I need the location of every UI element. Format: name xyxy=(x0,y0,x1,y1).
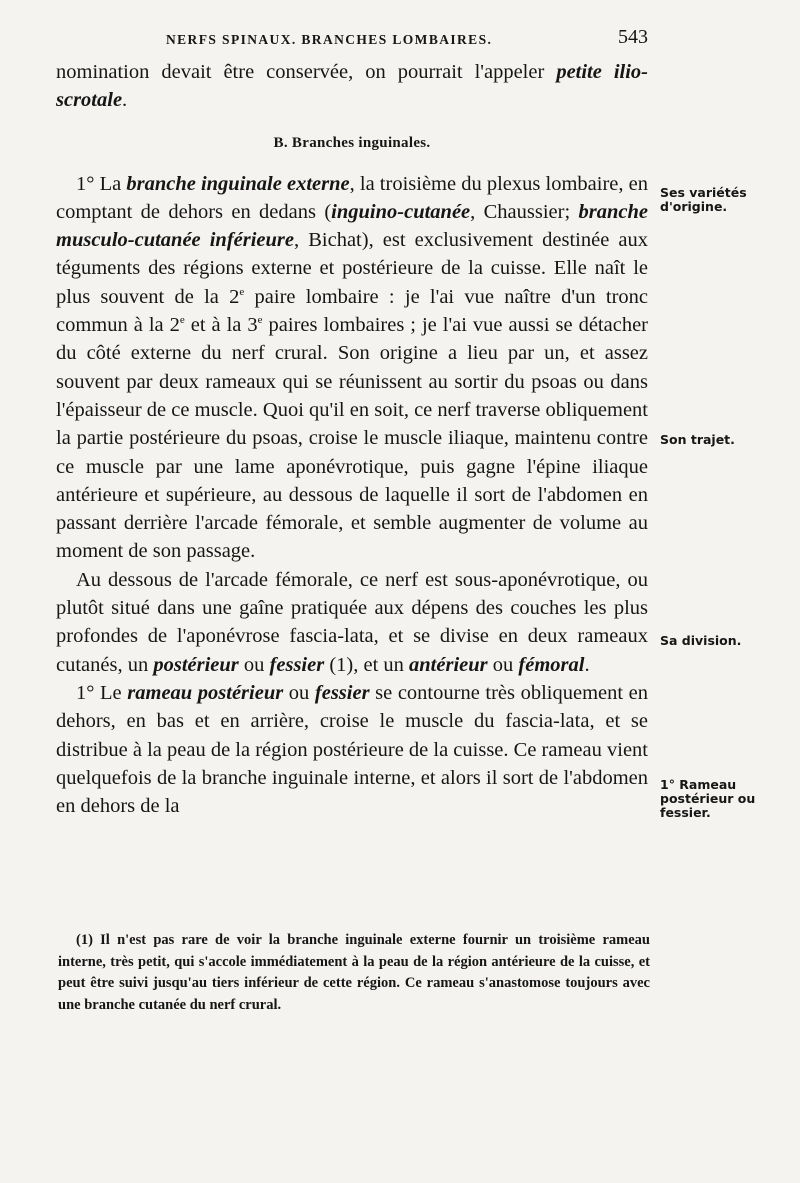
footnote xyxy=(58,930,650,1016)
paragraph-division: Au dessous de l'arcade fémorale, ce nerf est sous-aponévrotique, ou plutôt situé dans une gaîne pratiquée aux dépens des couches les plus profondes de l'aponévrose fascia-lata, et se divise en deux rameaux cutanés, un postérieur ou fessier (1), et un antérieur ou fémoral. xyxy=(56,568,648,676)
margin-note-rameau: 1° Rameau postérieur ou fessier. xyxy=(660,777,756,820)
paragraph-continuation: nomination devait être conservée, on pourrait l'appeler petite ilio-scrotale. xyxy=(56,61,649,112)
page-number: 543 xyxy=(618,26,648,48)
margin-note-division: Sa division. xyxy=(660,633,742,648)
running-header xyxy=(166,26,648,48)
margin-note-origine: Ses variétés d'origine. xyxy=(660,185,747,214)
footnote-text: (1) Il n'est pas rare de voir la branche inguinale externe fournir un troisième rameau interne, très petit, qui s'accole immédiatement à la peau de la région antérieure de la cuisse, et peut être suivi jusqu'au tiers inférieur de cette région. Ce rameau s'anastomose toujours avec une branche cutanée du nerf crural. xyxy=(58,932,650,1013)
paragraph-rameau-posterieur: 1° Le rameau postérieur ou fessier se contourne très obliquement en dehors, en bas et en arrière, croise le muscle du fascia-lata, et se distribue à la peau de la région postérieure de la cuisse. Ce rameau vient quelquefois de la branche inguinale interne, et alors il sort de l'abdomen en dehors de la xyxy=(56,681,648,818)
running-title: NERFS SPINAUX. BRANCHES LOMBAIRES. xyxy=(166,32,493,47)
margin-note-trajet: Son trajet. xyxy=(660,432,735,447)
main-text xyxy=(56,58,648,820)
paragraph-inguinale-externe: 1° La branche inguinale externe, la troisième du plexus lombaire, en comptant de dehors en dedans (inguino-cutanée, Chaussier; branche musculo-cutanée inférieure, Bichat), est exclusivement destinée aux téguments des régions externe et postérieure de la cuisse. Elle naît le plus souvent de la 2e paire lombaire : je l'ai vue naître d'un tronc commun à la 2e et à la 3e paires lombaires ; je l'ai vue aussi se détacher du côté externe du nerf crural. Son origine a lieu par un, et assez souvent par deux rameaux qui se réunissent au sortir du psoas ou dans l'épaisseur de ce muscle. Quoi qu'il en soit, ce nerf traverse obliquement la partie postérieure du psoas, croise le muscle iliaque, maintenu contre ce muscle par une lame aponévrotique, puis gagne l'épine iliaque antérieure et supérieure, au dessous de laquelle il sort de l'abdomen en passant derrière l'arcade fémorale, et semble augmenter de volume au moment de son passage. xyxy=(56,172,649,563)
section-heading: B. Branches inguinales. xyxy=(273,134,431,151)
